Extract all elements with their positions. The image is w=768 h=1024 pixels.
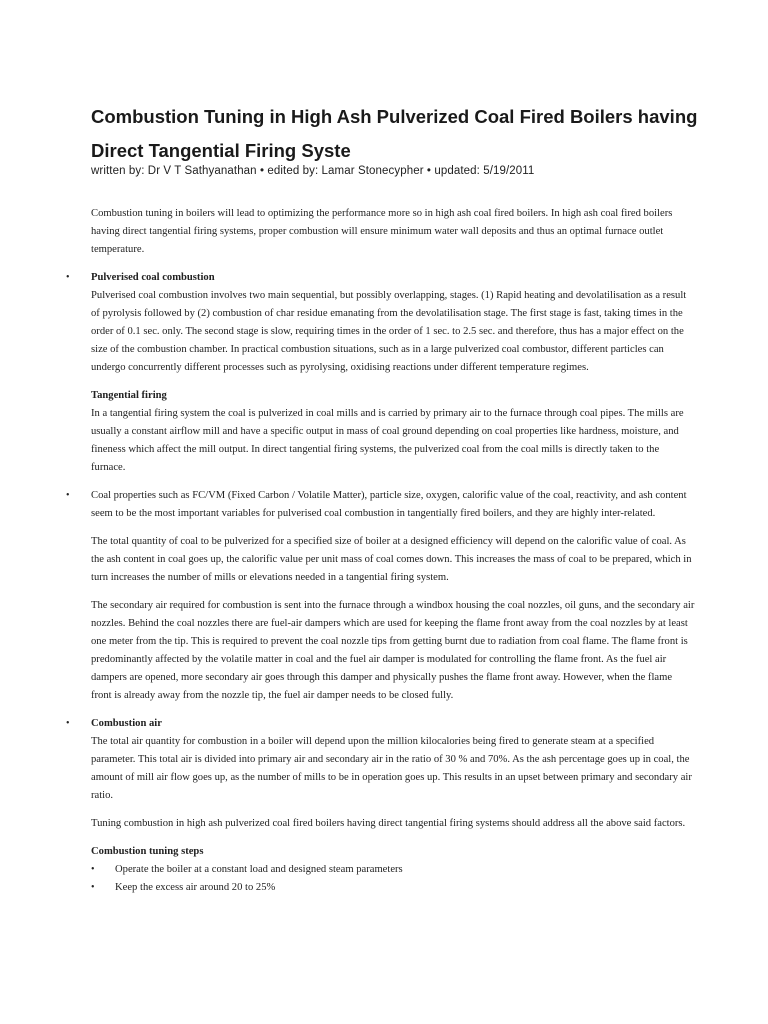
section-coal-properties xyxy=(66,487,695,705)
article-body xyxy=(66,205,695,907)
section-paragraph: Pulverised coal combustion involves two main sequential, but possibly overlapping, stages. (1) Rapid heating and devolatilisation as a result of pyrolysis followed by (2) combustion of char residue emanating from the devolatilisation stage. The first stage is fast, taking times in the order of 0.1 sec. only. The second stage is slow, requiring times in the order of 1 sec. to 2.5 sec. and therefore, thus has a major effect on the size of the combustion chamber. In practical combustion situations, such as in a large pulverized coal combustor, different particles can undergo concurrently different processes such as pyrolysing, oxidising reactions under different temperature regimes. xyxy=(91,290,687,373)
section-heading: Combustion air xyxy=(91,718,162,729)
bullet-icon: • xyxy=(91,864,95,875)
list-item-text: Operate the boiler at a constant load and designed steam parameters xyxy=(115,864,403,875)
list-item xyxy=(91,861,695,879)
subsection-paragraph: In a tangential firing system the coal is pulverized in coal mills and is carried by primary air to the furnace through coal pipes. The mills are usually a constant airflow mill and have a specific output in mass of coal ground depending on coal properties like hardness, moisture, and fineness which affect the mill output. In direct tangential firing systems, the pulverized coal from the coal mills is directly taken to the furnace. xyxy=(91,408,684,473)
section-paragraph: Coal properties such as FC/VM (Fixed Carbon / Volatile Matter), particle size, oxygen, calorific value of the coal, reactivity, and ash content seem to be the most important variables for pulverised coal combustion in tangentially fired boilers, and they are highly inter-related. xyxy=(91,490,687,519)
list-item-text: Keep the excess air around 20 to 25% xyxy=(115,882,276,893)
bullet-icon: • xyxy=(66,272,70,283)
bullet-icon: • xyxy=(66,490,70,501)
bullet-icon: • xyxy=(91,882,95,893)
section-heading: Combustion tuning steps xyxy=(91,846,204,857)
section-pulverised-coal-combustion xyxy=(66,269,695,477)
section-paragraph: The total quantity of coal to be pulverized for a specified size of boiler at a designed efficiency will depend on the calorific value of coal. As the ash content in coal goes up, the calorific value per unit mass of coal comes down. This increases the mass of coal to be prepared, which in turn increases the number of mills or elevations needed in a tangential firing system. xyxy=(91,536,692,583)
list-item xyxy=(91,879,695,897)
section-combustion-tuning-steps xyxy=(91,843,695,897)
article-byline: written by: Dr V T Sathyanathan • edited by: Lamar Stonecypher • updated: 5/19/2011 xyxy=(91,165,535,177)
section-paragraph: Tuning combustion in high ash pulverized coal fired boilers having direct tangential firing systems should address all the above said factors. xyxy=(91,818,686,829)
section-paragraph: The secondary air required for combustion is sent into the furnace through a windbox housing the coal nozzles, oil guns, and the secondary air nozzles. Behind the coal nozzles there are fuel-air dampers which are used for keeping the flame front away from the coal nozzles by at least one meter from the tip. This is required to prevent the coal nozzle tips from getting burnt due to radiation from coal flame. The flame front is predominantly affected by the volatile matter in coal and the fuel air damper is modulated for controlling the flame front. As the fuel air dampers are opened, more secondary air goes through this damper and physically pushes the flame front away. However, when the flame front is already away from the nozzle tip, the fuel air damper needs to be closed fully. xyxy=(91,600,695,701)
bullet-icon: • xyxy=(66,718,70,729)
tuning-steps-list xyxy=(91,861,695,897)
article-title: Combustion Tuning in High Ash Pulverized Coal Fired Boilers having Direct Tangential Firing Syste xyxy=(91,106,698,161)
subsection-heading: Tangential firing xyxy=(91,390,167,401)
section-combustion-air xyxy=(66,715,695,833)
intro-paragraph: Combustion tuning in boilers will lead to optimizing the performance more so in high ash coal fired boilers. In high ash coal fired boilers having direct tangential firing systems, proper combustion will ensure minimum water wall deposits and thus an optimal furnace outlet temperature. xyxy=(91,208,673,255)
section-heading: Pulverised coal combustion xyxy=(91,272,215,283)
section-paragraph: The total air quantity for combustion in a boiler will depend upon the million kilocalories being fired to generate steam at a specified parameter. This total air is divided into primary air and secondary air in the ratio of 30 % and 70%. As the ash percentage goes up in coal, the amount of mill air flow goes up, as the number of mills to be in operation goes up. This results in an upset between primary and secondary air ratio. xyxy=(91,736,692,801)
